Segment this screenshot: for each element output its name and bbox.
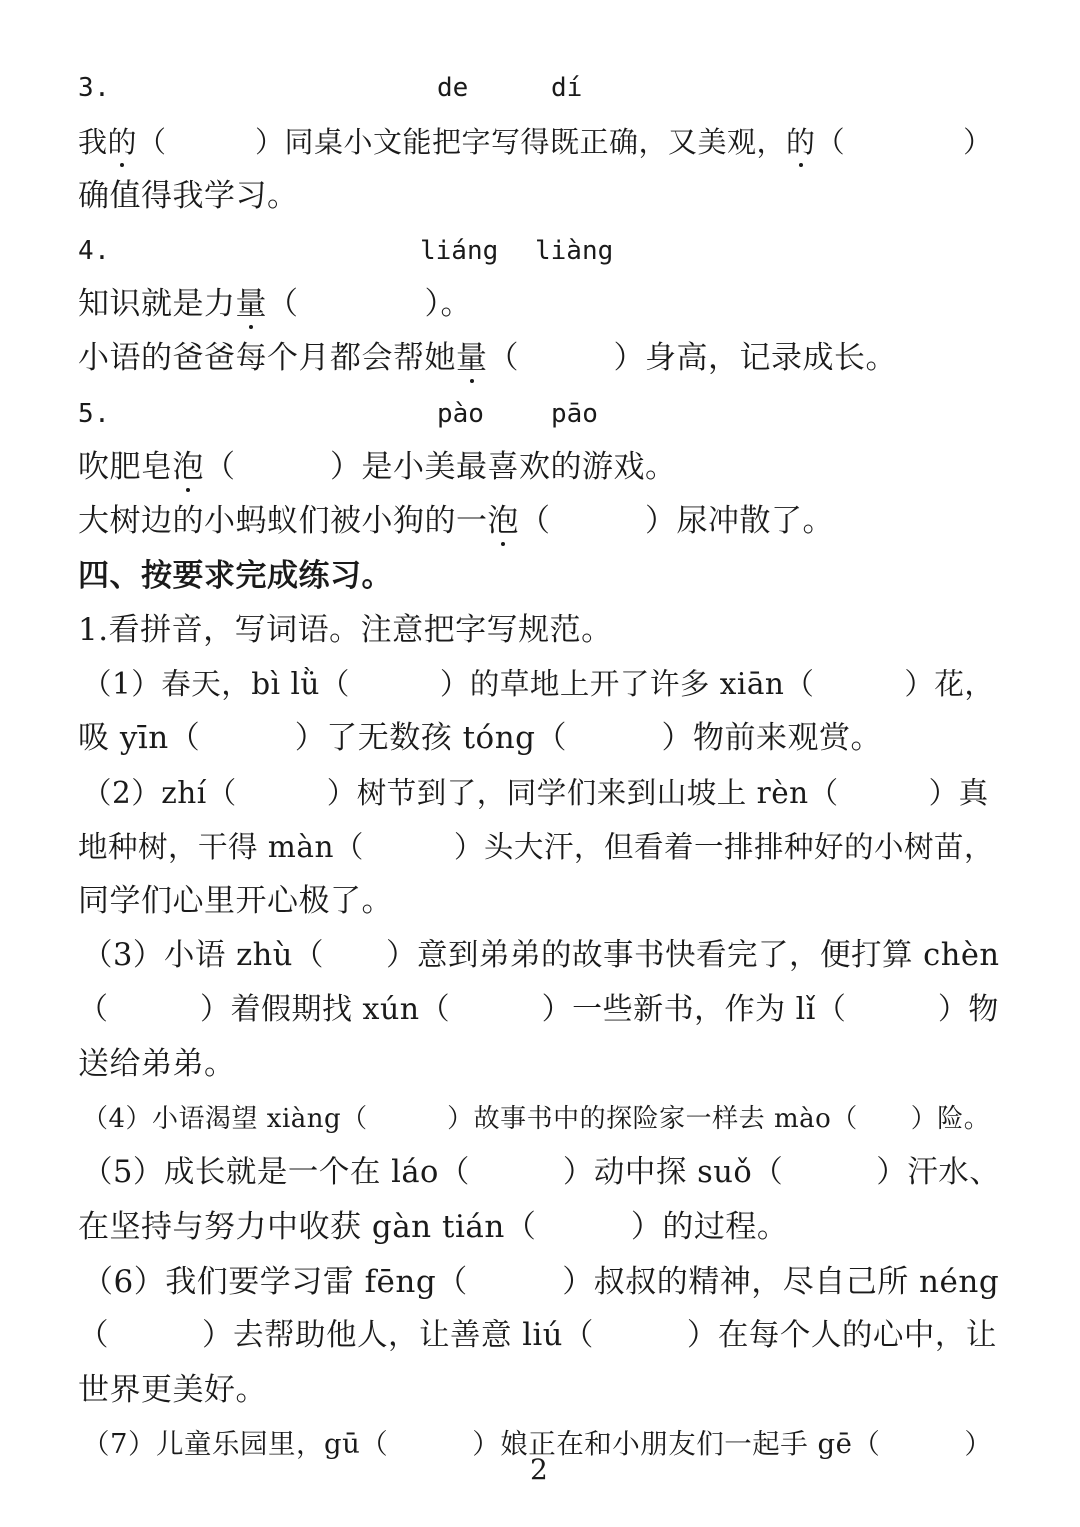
q4-number: 4.: [78, 236, 111, 266]
exercise-instruction: 1.看拼音，写词语。注意把字写规范。: [78, 612, 613, 648]
q5-text-b: （ ）是小美最喜欢的游戏。: [204, 449, 677, 485]
exercise-line: 地种树，干得 màn（ ）头大汗，但看着一排排种好的小树苗，: [78, 830, 994, 864]
exercise-line: （5）成长就是一个在 láo（ ）动中探 suǒ（ ）汗水、: [82, 1155, 1001, 1190]
exercise-line: 在坚持与努力中收获 gàn tián（ ）的过程。: [78, 1209, 789, 1245]
q5-text-a: 吹肥皂: [78, 449, 173, 485]
q4-pinyin-liang4: liàng: [535, 236, 614, 266]
q5-line-2: [78, 501, 834, 541]
q4-text-b: （ ）。: [267, 286, 472, 322]
page-number: 2: [530, 1453, 548, 1486]
q3-line-1: [78, 122, 993, 162]
exercise-line: 同学们心里开心极了。: [78, 883, 393, 919]
q3-pinyin-de: de: [437, 73, 469, 103]
q4-pinyin-liang2: liáng: [420, 236, 499, 266]
q4-line-1: [78, 284, 472, 324]
q4-text-d: （ ）身高，记录成长。: [487, 340, 897, 376]
q3-dotted-char-2: 的: [786, 122, 816, 162]
q3-text-c: （ ）: [815, 125, 993, 159]
q3-text-a: 我: [78, 125, 108, 159]
exercise-line: （3）小语 zhù（ ）意到弟弟的故事书快看完了，便打算 chèn: [82, 938, 1000, 973]
q3-line-2: 确值得我学习。: [78, 178, 299, 214]
q5-dotted-char-1: 泡: [172, 449, 204, 485]
q5-dotted-char-2: 泡: [487, 503, 519, 539]
q3-pinyin-di: dí: [551, 73, 583, 103]
exercise-line: （7）儿童乐园里，gū（ ）娘正在和小朋友们一起手 gē（ ）: [82, 1428, 993, 1460]
exercise-line: （1）春天，bì lǜ（ ）的草地上开了许多 xiān（ ）花，: [82, 667, 995, 701]
exercise-line: 世界更美好。: [78, 1372, 267, 1408]
q5-pinyin-pao1: pāo: [551, 399, 598, 429]
exercise-line: 吸 yīn（ ）了无数孩 tóng（ ）物前来观赏。: [78, 720, 883, 756]
exercise-line: （ ）着假期找 xún（ ）一些新书，作为 lǐ（ ）物: [78, 992, 999, 1027]
exercise-line: （6）我们要学习雷 fēng（ ）叔叔的精神，尽自己所 néng: [82, 1264, 1000, 1300]
exercise-line: 送给弟弟。: [78, 1046, 236, 1082]
q5-number: 5.: [78, 399, 111, 429]
q5-text-d: （ ）尿冲散了。: [519, 503, 834, 539]
q3-text-b: （ ）同桌小文能把字写得既正确，又美观，: [137, 125, 787, 159]
q3-number: 3.: [78, 73, 111, 103]
q4-dotted-char-1: 量: [235, 286, 267, 322]
exercise-line: （ ）去帮助他人，让善意 liú（ ）在每个人的心中，让: [78, 1318, 997, 1353]
q4-dotted-char-2: 量: [456, 340, 488, 376]
section-heading: 四、按要求完成练习。: [78, 558, 393, 594]
q5-pinyin-pao4: pào: [437, 399, 484, 429]
q4-line-2: [78, 338, 897, 378]
q5-line-1: [78, 447, 677, 487]
exercise-line: （2）zhí（ ）树节到了，同学们来到山坡上 rèn（ ）真: [82, 776, 989, 810]
q3-dotted-char-1: 的: [108, 122, 138, 162]
q5-text-c: 大树边的小蚂蚁们被小狗的一: [78, 503, 488, 539]
q4-text-c: 小语的爸爸每个月都会帮她: [78, 340, 456, 376]
q4-text-a: 知识就是力: [78, 286, 236, 322]
exercise-line: （4）小语渴望 xiàng（ ）故事书中的探险家一样去 mào（ ）险。: [82, 1104, 991, 1134]
